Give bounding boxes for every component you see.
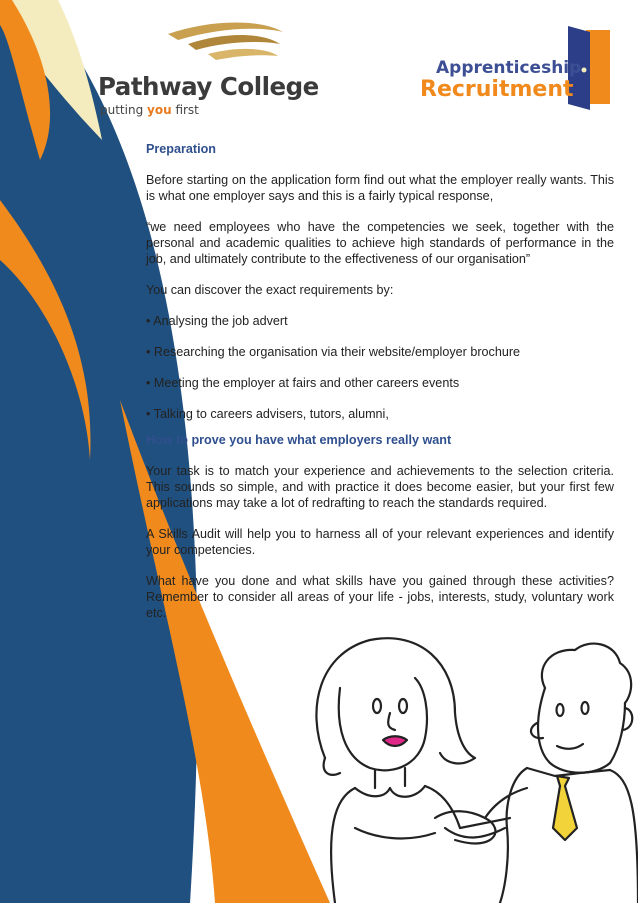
discover-text: You can discover the exact requirements by: <box>146 283 394 297</box>
employer-quote: “we need employees who have the competencies we seek, together with the personal and academic qualities to achieve high standards of performance in the job, and ultimately contribute to the effectiveness of our organisation” <box>146 220 614 266</box>
main-content <box>146 141 614 621</box>
prove-heading: How to prove you have what employers really want <box>146 433 452 447</box>
preparation-intro: Before starting on the application form find out what the employer really wants. This is what one employer says and this is a fairly typical response, <box>146 173 614 203</box>
bullet-item: • Talking to careers advisers, tutors, alumni, <box>146 407 389 421</box>
prove-paragraph-2: A Skills Audit will help you to harness all of your relevant experiences and identify your competencies. <box>146 527 614 557</box>
bullet-item: • Analysing the job advert <box>146 314 288 328</box>
handshake-cartoon-icon <box>295 628 638 903</box>
recruitment-text: Recruitment <box>420 77 574 102</box>
man-tie <box>553 776 577 840</box>
pathway-college-tagline: putting you first <box>100 103 199 117</box>
prove-paragraph-3: What have you done and what skills have you gained through these activities? Remember to consider all areas of your life - jobs, interests, study, voluntary work etc. <box>146 574 614 620</box>
apprenticeship-text: Apprenticeship <box>436 58 582 78</box>
man-face <box>538 688 625 773</box>
woman-face <box>339 678 427 770</box>
bullet-item: • Meeting the employer at fairs and other careers events <box>146 376 460 390</box>
apprenticeship-recruitment-logo <box>420 26 620 110</box>
pathway-swoosh-icon <box>168 18 288 68</box>
preparation-heading: Preparation <box>146 142 216 156</box>
prove-paragraph-1: Your task is to match your experience and achievements to the selection criteria. This sounds so simple, and with practice it does become easier, but your first few applications may take a lot of redrafting to reach the standards required. <box>146 464 614 510</box>
bullet-item: • Researching the organisation via their website/employer brochure <box>146 345 521 359</box>
man-hair <box>542 644 631 703</box>
woman-lips <box>383 736 407 746</box>
pathway-college-logo <box>98 18 319 118</box>
pathway-college-name: Pathway College <box>98 72 319 101</box>
